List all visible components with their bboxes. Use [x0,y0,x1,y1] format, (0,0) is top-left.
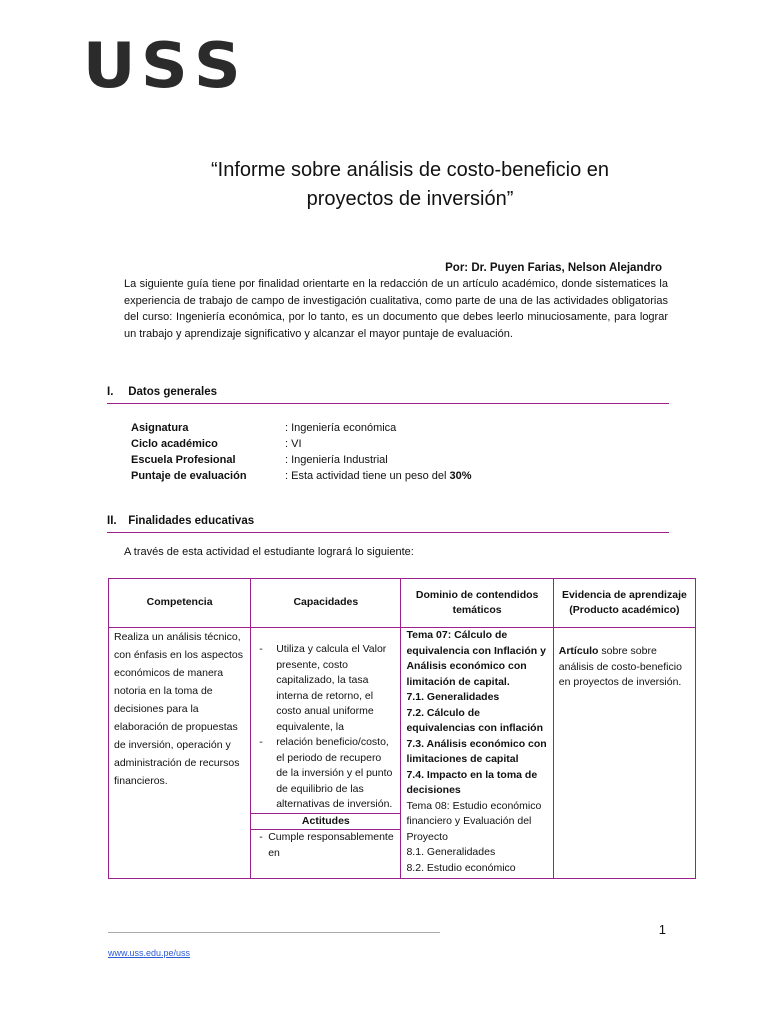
cell-dominio [401,628,553,879]
datos-key: Asignatura [131,422,189,434]
capacidades-list [256,642,395,813]
header-dominio: Dominio de contendidos temáticos [401,579,553,628]
puntaje-text: : Esta actividad tiene un peso del [285,470,450,482]
datos-key: Escuela Profesional [131,454,236,466]
logo-letter: S [141,29,191,102]
datos-key: Ciclo académico [131,438,218,450]
datos-row [131,436,472,452]
section-heading-datos [107,386,669,404]
table-row [109,628,696,879]
datos-generales-list [131,420,472,484]
dominio-item: 8.2. Estudio económico [406,861,516,874]
author-line: Por: Dr. Puyen Farias, Nelson Alejandro [445,262,662,274]
datos-row [131,420,472,436]
competencias-table [108,578,696,879]
header-competencia: Competencia [109,579,251,628]
datos-value [285,468,472,484]
dominio-item: 7.1. Generalidades [406,691,500,703]
dominio-item: 8.1. Generalidades [406,846,496,858]
cell-capacidades [251,628,401,879]
list-item: - Utiliza y calcula el Valor presente, costo capitalizado, la tasa interna de retorno, el costo anual uniforme equivalente, la [256,642,395,735]
evidencia-keyword: Artículo [558,645,599,657]
document-title [120,156,700,214]
actitudes-list [256,830,395,861]
section-title: Datos generales [128,386,218,398]
list-item: - relación beneficio/costo, el periodo de recupero de la inversión y el punto de equilibrio de las alternativas de inversión. [256,735,395,813]
datos-key: Puntaje de evaluación [131,470,247,482]
intro-paragraph: La siguiente guía tiene por finalidad orientarte en la redacción de un artículo académico, donde sistematices la experiencia de trabajo de campo de investigación cualitativa, como parte de una de las actividades obligatorias del curso: Ingeniería económica, por lo tanto, es un documento que debes leerlo minuciosamente, para lograr un trabajo y aprendizaje significativo y alcanzar el mayor puntaje de evaluación. [124,278,668,340]
table-header-row [109,579,696,628]
puntaje-percent: 30% [449,470,472,482]
dominio-item: 7.3. Análisis económico con limitaciones de capital [406,737,547,765]
datos-value: : VI [285,438,302,450]
section-title: Finalidades educativas [128,515,255,527]
section-number: II. [107,515,117,527]
list-item: - Cumple responsablemente en [256,830,395,861]
cell-evidencia [553,628,695,879]
actitudes-heading: Actitudes [251,813,400,831]
datos-value: : Ingeniería Industrial [285,454,388,466]
lead-sentence: A través de esta actividad el estudiante logrará lo siguiente: [124,546,414,558]
logo-letter: U [82,29,138,102]
section-heading-finalidades [107,515,669,533]
dominio-item: 7.4. Impacto en la toma de decisiones [406,768,538,796]
evidencia-text: sobre sobre análisis de costo-beneficio en proyectos de inversión. [558,645,682,688]
section-number: I. [107,386,114,398]
datos-row [131,452,472,468]
datos-row [131,468,472,484]
header-capacidades: Capacidades [251,579,401,628]
footer-divider [108,932,440,933]
title-line: “Informe sobre análisis de costo-beneficio en [211,159,609,181]
logo-letter: S [193,29,243,102]
title-line: proyectos de inversión” [306,188,514,210]
dominio-item: Tema 08: Estudio económico financiero y Evaluación del Proyecto [406,799,542,843]
cell-competencia: Realiza un análisis técnico, con énfasis en los aspectos económicos de manera notoria en la toma de decisiones para la elaboración de propuestas de inversión, operación y administración de recursos financieros. [109,628,251,879]
dominio-item: 7.2. Cálculo de equivalencias con inflación [406,706,544,734]
page-number: 1 [658,922,666,937]
datos-value: : Ingeniería económica [285,422,397,434]
footer-website-link[interactable]: www.uss.edu.pe/uss [108,948,191,958]
dominio-item: Tema 07: Cálculo de equivalencia con Inflación y Análisis económico con limitación de capital. [406,629,546,688]
header-evidencia: Evidencia de aprendizaje (Producto académico) [553,579,695,628]
uss-logo [82,29,243,102]
